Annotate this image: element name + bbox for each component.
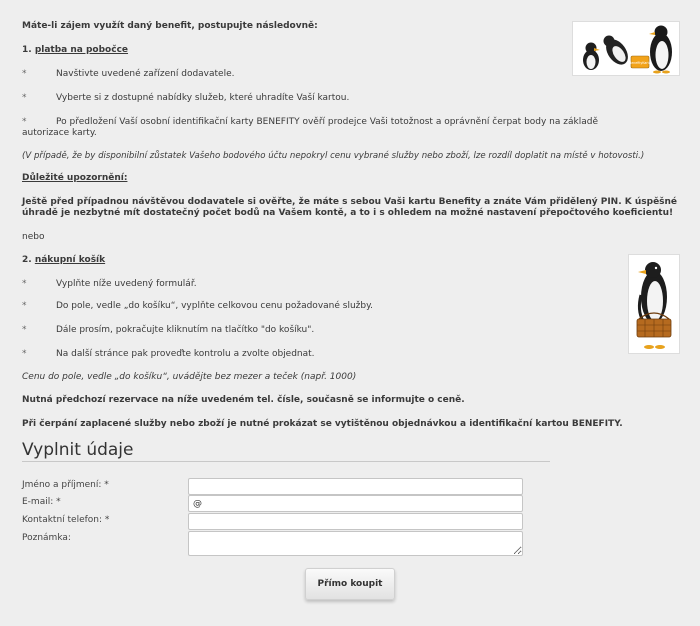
section1-item-3-cont: autorizace karty. — [22, 128, 97, 138]
section1-number: 1. — [22, 45, 32, 55]
name-label: Jméno a příjmení: * — [22, 480, 109, 490]
penguins-card-image — [572, 21, 680, 76]
bullet-icon: * — [22, 117, 27, 127]
section2-item-2: Do pole, vedle „do košíku“, vyplňte celkovou cenu požadované služby. — [56, 301, 373, 311]
note-label: Poznámka: — [22, 533, 71, 543]
bullet-icon: * — [22, 279, 27, 289]
form-divider — [22, 461, 550, 462]
warning-line-2: úhradě je nezbytné mít dostatečný počet bodů na Vašem kontě, a to i s ohledem na možné nastavení přepočtového koeficientu! — [22, 208, 674, 218]
section2-note: Cenu do pole, vedle „do košíku“, uvádějte bez mezer a teček (např. 1000) — [22, 372, 357, 382]
section1-item-2: Vyberte si z dostupné nabídky služeb, které uhradíte Vaší kartou. — [56, 93, 350, 103]
penguins-illustration — [573, 22, 679, 75]
section2-item-4: Na další stránce pak proveďte kontrolu a zvolte objednat. — [56, 349, 315, 359]
section2-item-1: Vyplňte níže uvedený formulář. — [56, 279, 197, 289]
section1-heading — [22, 45, 128, 55]
section1-note: (V případě, že by disponibilní zůstatek Vašeho bodového účtu nepokryl cenu vybrané služby nebo zboží, lze rozdíl doplatit na místě v hotovosti.) — [22, 151, 645, 161]
penguin-basket-image — [628, 254, 680, 354]
name-input[interactable] — [188, 478, 523, 495]
bullet-icon: * — [22, 69, 27, 79]
intro-text: Máte-li zájem využít daný benefit, postupujte následovně: — [22, 21, 318, 31]
bullet-icon: * — [22, 349, 27, 359]
bullet-icon: * — [22, 93, 27, 103]
phone-input[interactable] — [188, 513, 523, 530]
note-textarea[interactable] — [188, 531, 523, 556]
bullet-icon: * — [22, 325, 27, 335]
section2-number: 2. — [22, 255, 32, 265]
phone-label: Kontaktní telefon: * — [22, 515, 110, 525]
warning-title: Důležité upozornění: — [22, 173, 128, 183]
buy-now-button[interactable]: Přímo koupit — [305, 568, 395, 600]
card-logo-text: BenefityKarta — [629, 61, 651, 65]
or-text: nebo — [22, 232, 45, 242]
section1-item-1: Navštivte uvedené zařízení dodavatele. — [56, 69, 235, 79]
email-input[interactable] — [188, 495, 523, 512]
form-title: Vyplnit údaje — [22, 440, 134, 460]
section2-title: nákupní košík — [34, 255, 106, 265]
section1-title: platba na pobočce — [34, 45, 129, 55]
penguin-basket-illustration — [629, 255, 679, 353]
section1-item-3: Po předložení Vaší osobní identifikační karty BENEFITY ověří prodejce Vaši totožnost a oprávnění čerpat body na základě — [56, 117, 598, 127]
warning-line-1: Ještě před případnou návštěvou dodavatele si ověřte, že máte s sebou Vaši kartu Benefity a znáte Vám přidělený PIN. K úspěšné — [22, 197, 678, 207]
voucher-note: Při čerpání zaplacené služby nebo zboží je nutné prokázat se vytištěnou objednávkou a identifikační kartou BENEFITY. — [22, 419, 623, 429]
email-label: E-mail: * — [22, 497, 61, 507]
bullet-icon: * — [22, 301, 27, 311]
section2-heading — [22, 255, 105, 265]
reservation-note: Nutná předchozí rezervace na níže uvedeném tel. čísle, současně se informujte o ceně. — [22, 395, 465, 405]
section2-item-3: Dále prosím, pokračujte kliknutím na tlačítko "do košíku". — [56, 325, 315, 335]
